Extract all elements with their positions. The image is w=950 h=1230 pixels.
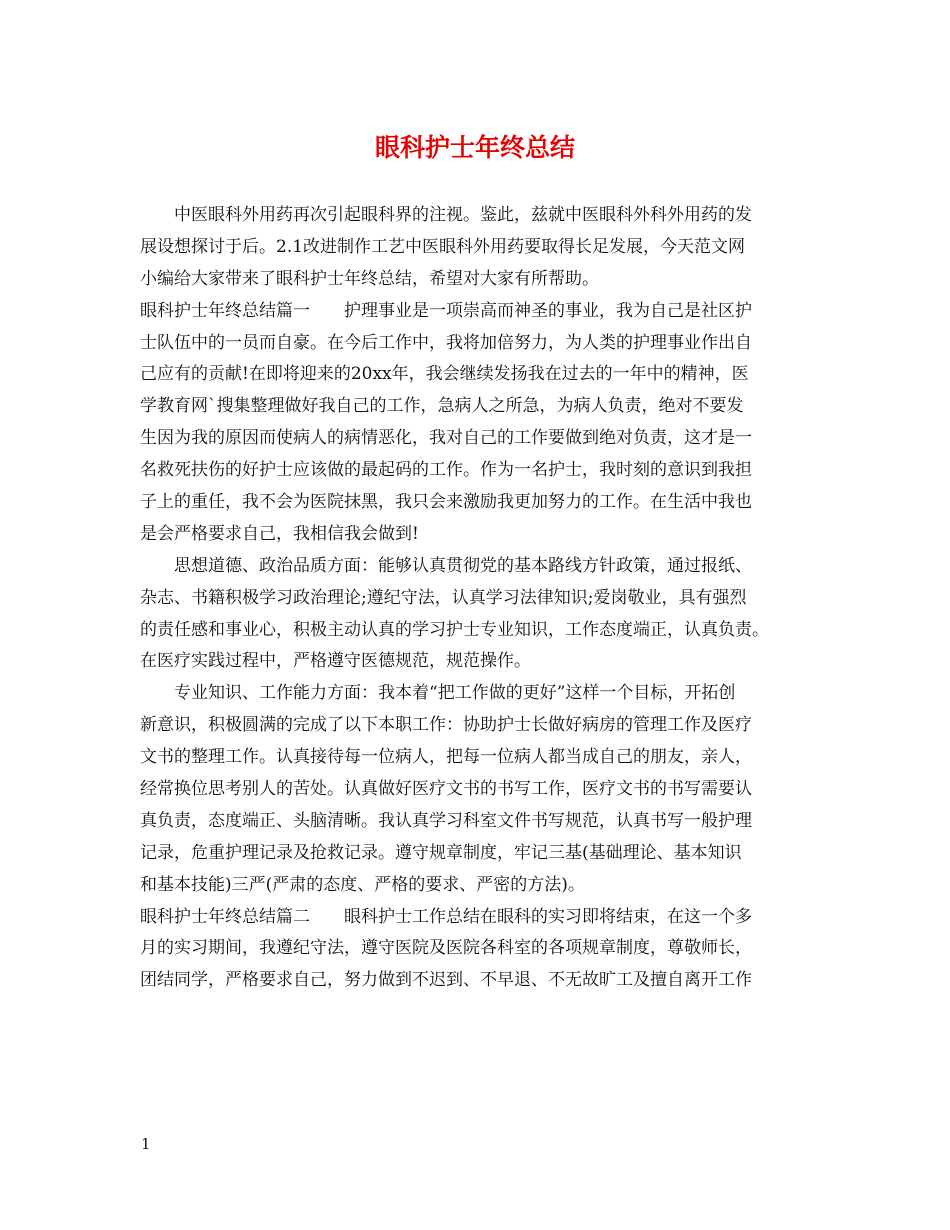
text-line: 团结同学，严格要求自己，努力做到不迟到、不早退、不无故旷工及擅自离开工作 xyxy=(140,970,752,991)
text-line: 是会严格要求自己，我相信我会做到! xyxy=(140,523,419,544)
text-line: 士队伍中的一员而自豪。在今后工作中，我将加倍努力，为人类的护理事业作出自 xyxy=(140,332,752,353)
text-line: 和基本技能)三严(严肃的态度、严格的要求、严密的方法)。 xyxy=(140,874,585,895)
text-line: 生因为我的原因而使病人的病情恶化，我对自己的工作要做到绝对负责，这才是一 xyxy=(140,428,752,449)
text-line: 在医疗实践过程中，严格遵守医德规范，规范操作。 xyxy=(140,651,531,672)
section-heading-line: 眼科护士年终总结篇一 护理事业是一项崇高而神圣的事业，我为自己是社区护 xyxy=(140,300,752,321)
text-line: 记录，危重护理记录及抢救记录。遵守规章制度，牢记三基(基础理论、基本知识 xyxy=(140,842,742,863)
text-line: 展设想探讨于后。2.1改进制作工艺中医眼科外用药要取得长足发展，今天范文网 xyxy=(140,236,746,257)
text-line: 经常换位思考别人的苦处。认真做好医疗文书的书写工作，医疗文书的书写需要认 xyxy=(140,779,752,800)
text-line: 真负责，态度端正、头脑清晰。我认真学习科室文件书写规范，认真书写一般护理 xyxy=(140,810,752,831)
text-line: 月的实习期间，我遵纪守法，遵守医院及医院各科室的各项规章制度，尊敬师长， xyxy=(140,938,752,959)
text-line: 新意识，积极圆满的完成了以下本职工作：协助护士长做好病房的管理工作及医疗 xyxy=(140,715,752,736)
document-title: 眼科护士年终总结 xyxy=(374,133,575,162)
text-line: 名救死扶伤的好护士应该做的最起码的工作。作为一名护士，我时刻的意识到我担 xyxy=(140,460,752,481)
text-line: 小编给大家带来了眼科护士年终总结，希望对大家有所帮助。 xyxy=(140,268,599,289)
document-body xyxy=(140,200,814,997)
page-number: 1 xyxy=(141,1135,151,1153)
text-line: 的责任感和事业心，积极主动认真的学习护士专业知识，工作态度端正，认真负责。 xyxy=(140,619,769,640)
text-line: 子上的重任，我不会为医院抹黑，我只会来激励我更加努力的工作。在生活中我也 xyxy=(140,492,752,513)
text-line: 杂志、书籍积极学习政治理论;遵纪守法，认真学习法律知识;爱岗敬业，具有强烈 xyxy=(140,587,747,608)
text-line: 中医眼科外用药再次引起眼科界的注视。鉴此，兹就中医眼科外科外用药的发 xyxy=(174,205,752,225)
section-heading-line: 眼科护士年终总结篇二 眼科护士工作总结在眼科的实习即将结束，在这一个多 xyxy=(140,906,752,927)
text-line: 学教育网`搜集整理做好我自己的工作，急病人之所急，为病人负责，绝对不要发 xyxy=(140,396,744,417)
text-line: 思想道德、政治品质方面：能够认真贯彻党的基本路线方针政策，通过报纸、 xyxy=(174,555,752,576)
text-line: 文书的整理工作。认真接待每一位病人，把每一位病人都当成自己的朋友，亲人， xyxy=(140,747,752,768)
text-line: 己应有的贡献!在即将迎来的20xx年，我会继续发扬我在过去的一年中的精神，医 xyxy=(140,364,749,385)
text-line: 专业知识、工作能力方面：我本着“把工作做的更好”这样一个目标，开拓创 xyxy=(174,683,736,704)
